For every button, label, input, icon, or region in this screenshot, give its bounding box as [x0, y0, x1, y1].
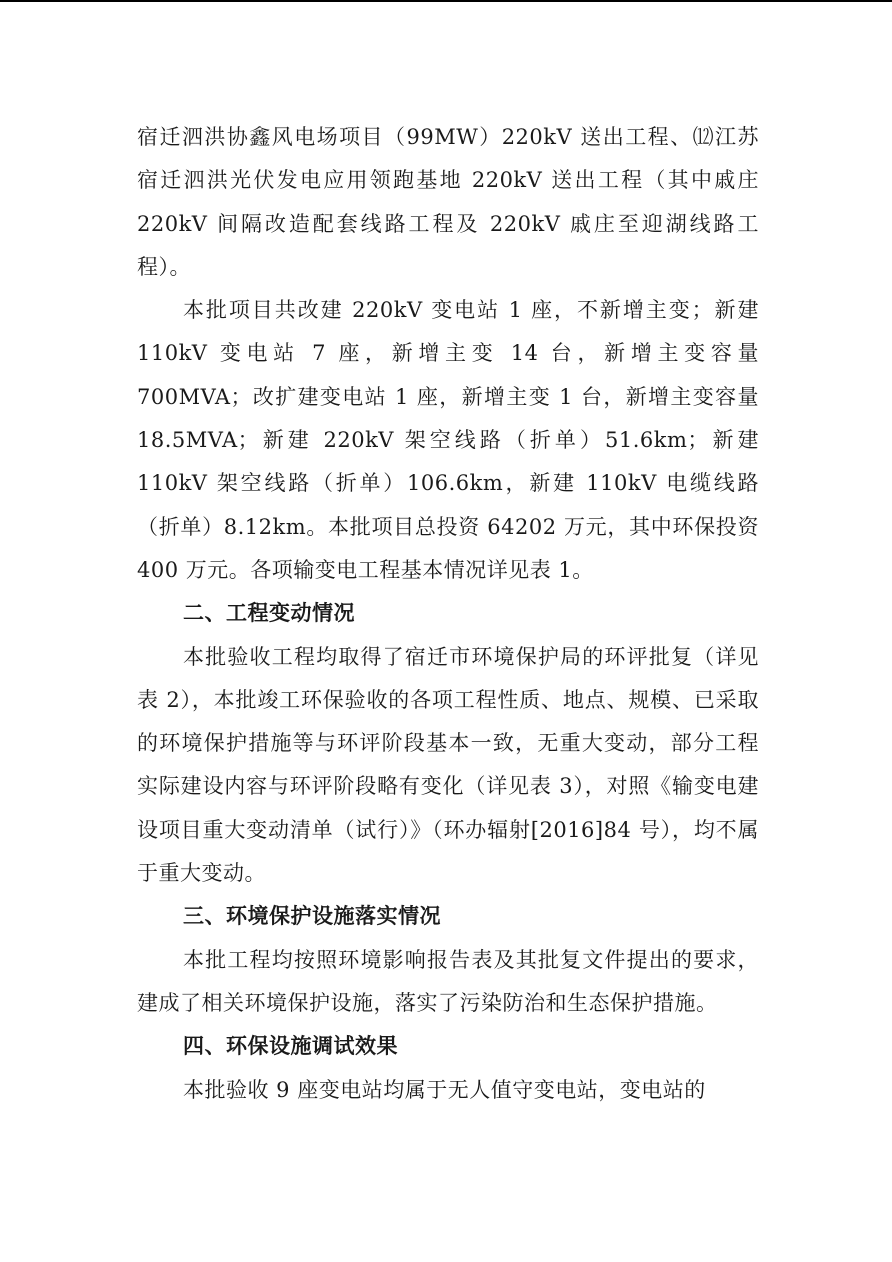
heading-engineering-changes: 二、工程变动情况 — [183, 601, 355, 626]
document-body — [137, 116, 759, 1112]
heading-environmental-facilities: 三、环境保护设施落实情况 — [183, 904, 441, 929]
paragraph-environmental-facilities: 本批工程均按照环境影响报告表及其批复文件提出的要求，建成了相关环境保护设施，落实了污染防治和生态保护措施。 — [137, 947, 759, 1015]
paragraph-project-scale: 本批项目共改建 220kV 变电站 1 座，不新增主变；新建 110kV 变电站 7 座，新增主变 14 台，新增主变容量 700MVA；改扩建变电站 1 座，新增主变 1 台，新增主变容量 18.5MVA；新建 220kV 架空线路（折单）51.6km；新建 110kV 架空线路（折单）106.6km，新建 110kV 电缆线路（折单）8.12km。本批项目总投资 64202 万元，其中环保投资 400 万元。各项输变电工程基本情况详见表 1。 — [137, 298, 759, 582]
paragraph-engineering-changes: 本批验收工程均取得了宿迁市环境保护局的环评批复（详见表 2），本批竣工环保验收的各项工程性质、地点、规模、已采取的环境保护措施等与环评阶段基本一致，无重大变动，部分工程实际建设内容与环评阶段略有变化（详见表 3），对照《输变电建设项目重大变动清单（试行）》（环办辐射[2016]84 号），均不属于重大变动。 — [137, 644, 759, 886]
page-top-border — [0, 0, 892, 2]
heading-commissioning-results: 四、环保设施调试效果 — [183, 1034, 398, 1059]
paragraph-project-list-continuation: 宿迁泗洪协鑫风电场项目（99MW）220kV 送出工程、⑿江苏宿迁泗洪光伏发电应用领跑基地 220kV 送出工程（其中戚庄 220kV 间隔改造配套线路工程及 220kV 戚庄至迎湖线路工程）。 — [137, 125, 759, 279]
paragraph-commissioning-results: 本批验收 9 座变电站均属于无人值守变电站，变电站的 — [183, 1077, 706, 1102]
